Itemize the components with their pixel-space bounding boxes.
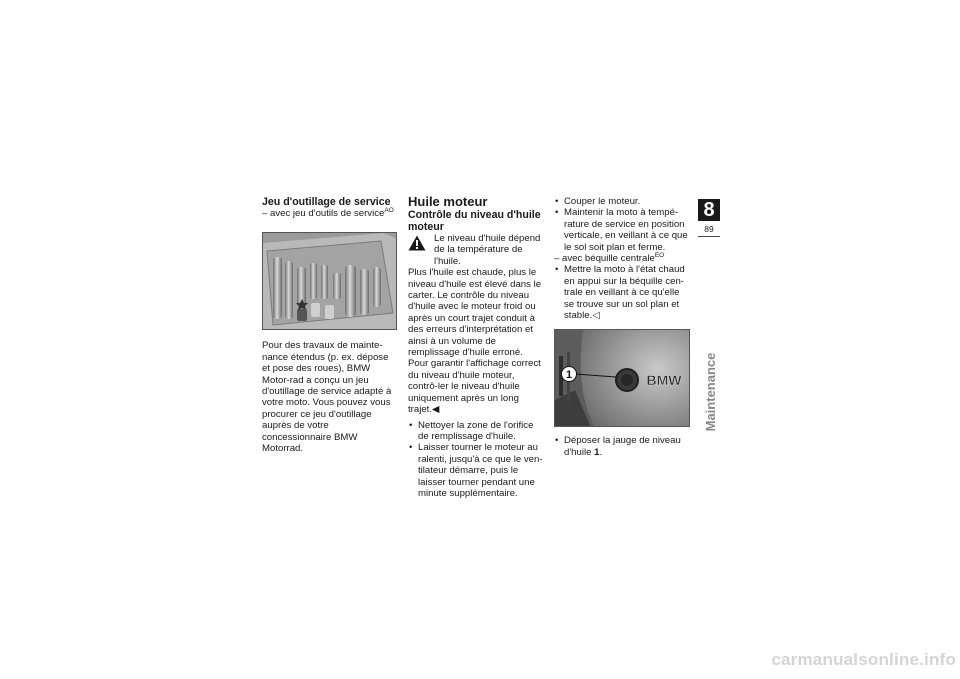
warning-block <box>408 233 546 267</box>
dipstick-reference: 1 <box>594 446 600 458</box>
heading-service-tools: Jeu d'outillage de service <box>262 196 391 208</box>
warning-long-ride: Pour garantir l'affichage correct du niveau d'huile moteur, contrô-ler le niveau d'huile uniquement après un long trajet.◀ <box>408 358 541 416</box>
service-tools-photo <box>262 232 397 330</box>
service-tools-paragraph: Pour des travaux de mainte-nance étendus (p. ex. dépose et pose des roues), BMW Motor-rad a conçu un jeu d'outillage de service adapté à votre moto. Vous pouvez vous procurer ce jeu d'outillage auprès de votre concessionnaire BMW Motorrad. <box>262 340 392 455</box>
column-service-tools <box>262 196 398 454</box>
end-marker-icon: ◁ <box>592 310 600 322</box>
warning-triangle-icon <box>408 235 426 251</box>
watermark-text: carmanualsonline.info <box>771 650 956 669</box>
option-center-stand: – avec béquille centrale$^{EO}$ <box>554 253 690 264</box>
section-title-engine-oil: Huile moteur <box>408 194 488 209</box>
bullet-clean-filler: • Nettoyer la zone de l'orifice de remplissage d'huile. <box>408 420 546 443</box>
option-code: EO <box>654 252 665 260</box>
bullet-remove-dipstick: • Déposer la jauge de niveau d'huile 1. <box>554 435 690 458</box>
photo-callout-label: 1 <box>565 369 573 382</box>
chapter-label: Maintenance <box>702 352 718 432</box>
tab-divider <box>698 236 720 237</box>
bullet-run-engine: • Laisser tourner le moteur au ralenti, jusqu'à ce que le ven-tilateur démarre, puis le laisser tourner pendant une minute supplémentaire. <box>408 442 546 499</box>
bullet-hold-upright: • Maintenir la moto à tempé-rature de service en position verticale, en veillant à ce que le sol soit plan et ferme. <box>554 207 690 253</box>
subsection-title-oil-level-check: Contrôle du niveau d'huile moteur <box>408 209 541 233</box>
chapter-number: 8 <box>698 199 720 221</box>
bullet-stop-engine: • Couper le moteur. <box>554 196 690 207</box>
warning-explanation: Plus l'huile est chaude, plus le niveau d'huile est élevé dans le carter. Le contrôle du niveau d'huile avec le moteur froid ou après un court trajet conduit à des erreurs d'interprétation et ainsi à un volume de remplissage d'huile erroné. <box>408 267 542 359</box>
column-engine-oil <box>408 194 546 499</box>
option-service-tools: – avec jeu d'outils de service$^{AO}$ <box>262 208 398 219</box>
column-procedure <box>554 196 690 458</box>
option-code: AO <box>384 207 394 214</box>
end-marker-icon: ◀ <box>432 404 440 416</box>
page-number: 89 <box>704 224 714 234</box>
photo-brand-lettering: BMW <box>646 372 682 389</box>
bullet-center-stand: • Mettre la moto à l'état chaud en appui sur la béquille cen-trale en veillant à ce qu'elle se trouve sur un sol plan et stable.◁ <box>554 264 690 321</box>
warning-lead-text: Le niveau d'huile dépend de la température de l'huile. <box>434 233 541 267</box>
oil-dipstick-photo <box>554 329 690 427</box>
